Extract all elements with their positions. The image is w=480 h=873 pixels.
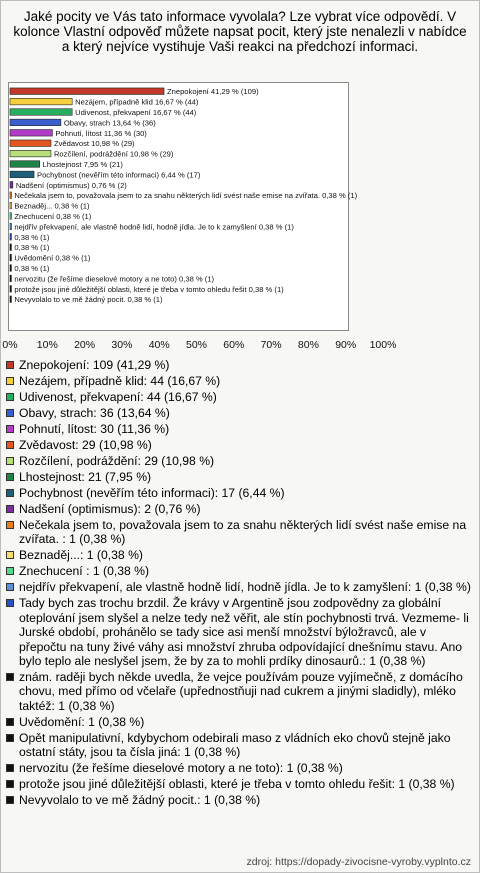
legend-item	[6, 374, 472, 388]
legend-swatch	[6, 505, 14, 513]
bar-label-15: 0,38 % (1)	[14, 243, 50, 253]
bar-6	[10, 150, 51, 157]
legend-item	[6, 358, 472, 372]
legend-label: Pochybnost (nevěřím této informaci): 17 (6,44 %)	[19, 486, 285, 500]
bar-label-19: protože jsou jiné důležitější oblasti, které je třeba v tomto ohledu řešit 0,38 % (1)	[14, 284, 284, 294]
legend-label: protože jsou jiné důležitější oblasti, které je třeba v tomto ohledu řešit: 1 (0,38 %)	[19, 777, 455, 792]
legend-label: Rozčílení, podráždění: 29 (10,98 %)	[19, 454, 215, 468]
legend-label: Pohnutí, lítost: 30 (11,36 %)	[19, 422, 170, 436]
x-tick-label: 10%	[36, 339, 58, 351]
bar-17	[10, 265, 11, 272]
bar-16	[10, 254, 11, 261]
legend-swatch	[6, 457, 14, 465]
bar-11	[10, 202, 11, 209]
bar-label-9: Nadšení (optimismus) 0,76 % (2)	[15, 180, 127, 190]
bar-1	[10, 98, 72, 105]
bar-label-12: Znechucení 0,38 % (1)	[14, 212, 92, 221]
legend-label: Udivenost, překvapení: 44 (16,67 %)	[19, 390, 217, 404]
legend	[6, 358, 472, 809]
legend-swatch	[6, 583, 14, 591]
legend-label: Lhostejnost: 21 (7,95 %)	[19, 470, 152, 484]
legend-label: Uvědomění: 1 (0,38 %)	[19, 714, 145, 729]
bar-label-4: Pohnutí, lítost 11,36 % (30)	[55, 128, 147, 138]
bar-label-6: Rozčílení, podráždění 10,98 % (29)	[53, 149, 174, 159]
legend-swatch	[6, 780, 14, 788]
legend-swatch	[6, 599, 14, 607]
legend-item	[6, 486, 472, 500]
legend-label: Nezájem, případně klid: 44 (16,67 %)	[19, 374, 221, 388]
x-tick-label: 0%	[2, 339, 18, 351]
x-tick-label: 90%	[335, 339, 357, 351]
legend-label: Tady bych zas trochu brzdil. Že krávy v Argentině jsou zodpovědny za globální oteplování jsem slyšel a nelze tedy než věřit, ale stín pochybnosti trvá. Vezmeme- li Jurské období, prohánělo se tady sice asi menší množství býložravců, ale v přepočtu na tuny živé váhy asi množství zhruba odpovídající dnešnímu stavu. Ano bylo teplo ale neslyšel jsem, že by za to mohli prdíky dinosaurů.: 1 (0,38 %)	[19, 596, 469, 669]
bar-label-18: nervozitu (že řešíme dieselové motory a ne toto) 0,38 % (1)	[14, 274, 215, 284]
bar-label-8: Pochybnost (nevěřím této informaci) 6,44 % (17)	[37, 170, 201, 180]
legend-swatch	[6, 473, 14, 481]
legend-item	[6, 502, 472, 516]
bar-15	[10, 244, 11, 251]
legend-swatch	[6, 489, 14, 497]
legend-label: nejdřív překvapení, ale vlastně hodně lidí, hodně jídla. Je to k zamyšlení: 1 (0,38 %)	[19, 580, 471, 595]
bar-2	[10, 109, 72, 116]
legend-swatch	[6, 718, 14, 726]
legend-label: Znechucení : 1 (0,38 %)	[19, 564, 150, 579]
x-tick-label: 80%	[297, 339, 319, 351]
legend-label: Nečekala jsem to, považovala jsem to za snahu některých lidí svést naše emise na zvířata. : 1 (0,38 %)	[19, 518, 467, 547]
bar-label-5: Zvědavost 10,98 % (29)	[53, 139, 135, 149]
legend-swatch	[6, 673, 14, 681]
bar-4	[10, 130, 52, 137]
legend-swatch	[6, 361, 14, 369]
legend-item	[6, 422, 472, 436]
x-tick-label: 40%	[148, 339, 170, 351]
x-tick-label: 60%	[223, 339, 245, 351]
bar-label-17: 0,38 % (1)	[14, 264, 50, 273]
legend-item	[6, 564, 472, 578]
legend-swatch	[6, 567, 14, 575]
bar-12	[10, 213, 11, 220]
legend-label: znám. raději bych někde uvedla, že vejce používám pouze vyjímečně, z domácího chovu, med přímo od včelaře (upřednostňuji nad cukrem a jinými sladidly), mléko taktéž: 1 (0,38 %)	[19, 670, 463, 713]
legend-item	[6, 390, 472, 404]
bar-8	[10, 171, 34, 178]
bar-3	[10, 119, 61, 126]
legend-swatch	[6, 521, 14, 529]
bar-5	[10, 140, 51, 147]
legend-item	[6, 731, 472, 760]
legend-label: Opět manipulativní, kdybychom odebirali maso z vládních eko chovů stejně jako ostatní státy, jsou ta čísla jiná: 1 (0,38 %)	[19, 730, 451, 760]
bar-label-13: nejdřív překvapení, ale vlastně hodně lidí, hodně jídla. Je to k zamyšlení 0,38 % (1)	[14, 222, 294, 232]
bar-label-16: Uvědomění 0,38 % (1)	[14, 253, 91, 263]
legend-item	[6, 777, 472, 791]
bar-label-3: Obavy, strach 13,64 % (36)	[63, 118, 156, 128]
legend-label: nervozitu (že řešíme dieselové motory a ne toto): 1 (0,38 %)	[19, 761, 343, 776]
legend-swatch	[6, 734, 14, 742]
bar-14	[10, 234, 11, 241]
bar-9	[10, 182, 13, 189]
bar-label-14: 0,38 % (1)	[14, 232, 50, 242]
legend-swatch	[6, 377, 14, 385]
legend-item	[6, 793, 472, 807]
bar-label-1: Nezájem, případně klid 16,67 % (44)	[75, 97, 199, 107]
x-tick-label: 100%	[369, 339, 397, 351]
legend-swatch	[6, 441, 14, 449]
legend-label: Znepokojení: 109 (41,29 %)	[19, 358, 170, 372]
legend-item	[6, 470, 472, 484]
bar-label-20: Nevyvolalo to ve mě žádný pocit. 0,38 % (1)	[14, 295, 163, 305]
chart-title: Jaké pocity ve Vás tato informace vyvolala? Lze vybrat více odpovědí. V kolonce Vlastní odpověď můžete napsat pocit, který jste nenalezli v nabídce a který nejvíce vystihuje Vaši reakci na předchozí informaci.	[13, 9, 467, 54]
bar-13	[10, 223, 11, 230]
legend-label: Nevyvolalo to ve mě žádný pocit.: 1 (0,38 %)	[19, 793, 261, 808]
legend-swatch	[6, 764, 14, 772]
legend-swatch	[6, 551, 14, 559]
legend-label: Zvědavost: 29 (10,98 %)	[19, 438, 152, 452]
legend-swatch	[6, 425, 14, 433]
legend-swatch	[6, 409, 14, 417]
x-tick-label: 20%	[74, 339, 96, 351]
legend-item	[6, 761, 472, 775]
legend-label: Nadšení (optimismus): 2 (0,76 %)	[19, 502, 201, 516]
legend-swatch	[6, 393, 14, 401]
bar-18	[10, 275, 11, 282]
bar-19	[10, 286, 11, 293]
bar-label-10: Nečekala jsem to, považovala jsem to za snahu některých lidí svést naše emise na zvířata. 0,38 % (1)	[14, 191, 358, 201]
x-tick-label: 50%	[185, 339, 208, 351]
legend-item	[6, 406, 472, 420]
bar-7	[10, 161, 40, 168]
legend-swatch	[6, 796, 14, 804]
x-tick-label: 70%	[260, 339, 282, 351]
legend-item	[6, 548, 472, 562]
legend-item	[6, 596, 472, 668]
legend-item	[6, 454, 472, 468]
bar-label-2: Udivenost, překvapení 16,67 % (44)	[75, 108, 197, 117]
bar-0	[10, 88, 164, 95]
bar-label-0: Znepokojení 41,29 % (109)	[167, 87, 259, 97]
legend-item	[6, 518, 472, 547]
bar-label-7: Lhostejnost 7,95 % (21)	[42, 160, 123, 169]
legend-item	[6, 580, 472, 594]
bar-10	[10, 192, 11, 199]
legend-item	[6, 670, 472, 713]
source-note: zdroj: https://dopady-zivocisne-vyroby.vyplnto.cz	[246, 856, 471, 868]
legend-label: Obavy, strach: 36 (13,64 %)	[19, 406, 170, 420]
bar-label-11: Beznaděj... 0,38 % (1)	[14, 201, 90, 211]
legend-item	[6, 715, 472, 729]
legend-item	[6, 438, 472, 452]
legend-label: Beznaděj...: 1 (0,38 %)	[19, 548, 143, 563]
x-tick-label: 30%	[111, 339, 133, 351]
bar-20	[10, 296, 11, 303]
